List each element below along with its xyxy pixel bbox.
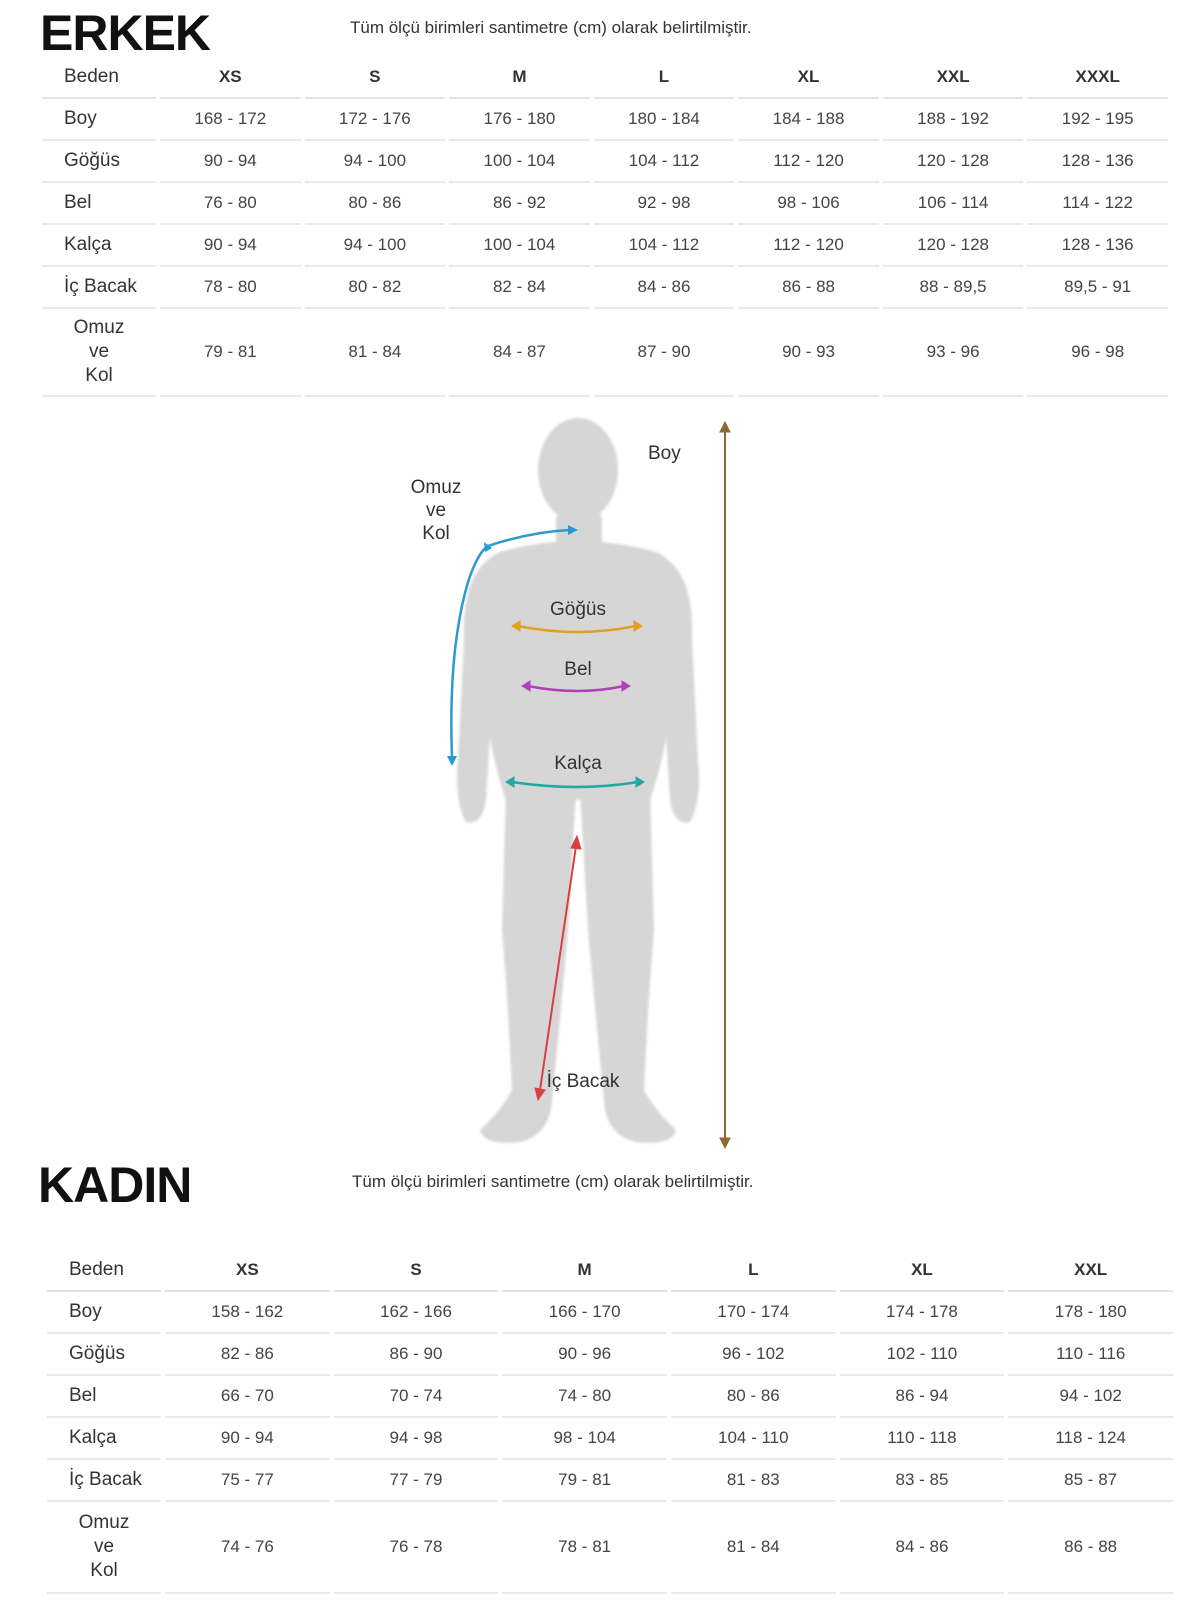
table-cell: 77 - 79: [334, 1460, 499, 1502]
table-cell: 184 - 188: [738, 99, 879, 141]
table-row: [47, 1334, 1173, 1376]
table-cell: 78 - 81: [502, 1502, 667, 1594]
table-cell: 96 - 98: [1027, 309, 1168, 397]
table-cell: 120 - 128: [883, 225, 1024, 267]
table-cell: 80 - 86: [671, 1376, 836, 1418]
table-cell: 76 - 78: [334, 1502, 499, 1594]
men-units-note: Tüm ölçü birimleri santimetre (cm) olarak belirtilmiştir.: [350, 18, 752, 37]
table-cell: 98 - 104: [502, 1418, 667, 1460]
table-cell: 82 - 84: [449, 267, 590, 309]
table-cell: 86 - 90: [334, 1334, 499, 1376]
table-row: [47, 1502, 1173, 1594]
table-cell: 110 - 118: [840, 1418, 1005, 1460]
table-cell: 86 - 92: [449, 183, 590, 225]
table-cell: 192 - 195: [1027, 99, 1168, 141]
table-cell: 75 - 77: [165, 1460, 330, 1502]
table-cell: 89,5 - 91: [1027, 267, 1168, 309]
row-label: Bel: [42, 183, 156, 225]
size-header: XL: [840, 1250, 1005, 1292]
table-cell: 104 - 110: [671, 1418, 836, 1460]
table-cell: 110 - 116: [1008, 1334, 1173, 1376]
row-label-line: ve: [88, 341, 110, 362]
table-cell: 114 - 122: [1027, 183, 1168, 225]
row-label-line: ve: [93, 1536, 115, 1557]
table-cell: 166 - 170: [502, 1292, 667, 1334]
table-cell: 118 - 124: [1008, 1418, 1173, 1460]
figure-label-boy: Boy: [648, 443, 681, 464]
figure-label-line: Kol: [422, 523, 450, 544]
corner-header: Beden: [42, 57, 156, 99]
table-cell: 81 - 84: [671, 1502, 836, 1594]
size-header: L: [594, 57, 735, 99]
table-cell: 86 - 94: [840, 1376, 1005, 1418]
size-header: XS: [165, 1250, 330, 1292]
table-cell: 76 - 80: [160, 183, 301, 225]
row-label-line: Kol: [85, 365, 113, 386]
table-cell: 93 - 96: [883, 309, 1024, 397]
table-cell: 80 - 82: [305, 267, 446, 309]
table-cell: 80 - 86: [305, 183, 446, 225]
row-label: Kalça: [42, 225, 156, 267]
row-label-line: Omuz: [73, 317, 125, 338]
table-cell: 128 - 136: [1027, 141, 1168, 183]
table-cell: 88 - 89,5: [883, 267, 1024, 309]
size-header: M: [502, 1250, 667, 1292]
table-cell: 70 - 74: [334, 1376, 499, 1418]
size-header: XXXL: [1027, 57, 1168, 99]
women-section-title: KADIN: [38, 1157, 192, 1213]
table-cell: 78 - 80: [160, 267, 301, 309]
table-row: [47, 1376, 1173, 1418]
size-header: XXL: [883, 57, 1024, 99]
table-cell: 104 - 112: [594, 141, 735, 183]
size-header: XS: [160, 57, 301, 99]
row-label: Göğüs: [47, 1334, 161, 1376]
table-cell: 85 - 87: [1008, 1460, 1173, 1502]
table-cell: 66 - 70: [165, 1376, 330, 1418]
row-label: İç Bacak: [47, 1460, 161, 1502]
table-cell: 90 - 94: [160, 141, 301, 183]
row-label-line: Kol: [90, 1560, 118, 1581]
figure-label-line: Omuz: [410, 477, 462, 498]
table-cell: 94 - 100: [305, 225, 446, 267]
table-cell: 174 - 178: [840, 1292, 1005, 1334]
table-cell: 128 - 136: [1027, 225, 1168, 267]
table-row: [47, 1292, 1173, 1334]
table-cell: 120 - 128: [883, 141, 1024, 183]
size-header: M: [449, 57, 590, 99]
table-cell: 81 - 83: [671, 1460, 836, 1502]
table-cell: 81 - 84: [305, 309, 446, 397]
table-cell: 92 - 98: [594, 183, 735, 225]
table-cell: 176 - 180: [449, 99, 590, 141]
table-cell: 104 - 112: [594, 225, 735, 267]
table-cell: 83 - 85: [840, 1460, 1005, 1502]
row-label: [47, 1502, 161, 1594]
table-row: [47, 1418, 1173, 1460]
figure-label-gogus: Göğüs: [550, 599, 606, 620]
figure-label-omuz-ve-kol: [400, 476, 472, 545]
table-cell: 74 - 76: [165, 1502, 330, 1594]
table-cell: 79 - 81: [160, 309, 301, 397]
table-row: [47, 1460, 1173, 1502]
row-label: Boy: [47, 1292, 161, 1334]
table-cell: 84 - 86: [594, 267, 735, 309]
size-header: S: [305, 57, 446, 99]
table-cell: 106 - 114: [883, 183, 1024, 225]
row-label: Bel: [47, 1376, 161, 1418]
table-cell: 188 - 192: [883, 99, 1024, 141]
table-cell: 74 - 80: [502, 1376, 667, 1418]
table-cell: 86 - 88: [1008, 1502, 1173, 1594]
row-label: İç Bacak: [42, 267, 156, 309]
table-cell: 98 - 106: [738, 183, 879, 225]
table-cell: 86 - 88: [738, 267, 879, 309]
row-label: Boy: [42, 99, 156, 141]
size-header: XL: [738, 57, 879, 99]
table-cell: 162 - 166: [334, 1292, 499, 1334]
table-cell: 100 - 104: [449, 141, 590, 183]
table-cell: 79 - 81: [502, 1460, 667, 1502]
table-cell: 170 - 174: [671, 1292, 836, 1334]
figure-label-kalca: Kalça: [554, 753, 602, 774]
table-cell: 158 - 162: [165, 1292, 330, 1334]
table-cell: 102 - 110: [840, 1334, 1005, 1376]
figure-label-line: ve: [425, 500, 447, 521]
men-section-title: ERKEK: [40, 5, 211, 61]
row-label: Göğüs: [42, 141, 156, 183]
table-cell: 90 - 94: [165, 1418, 330, 1460]
table-cell: 94 - 102: [1008, 1376, 1173, 1418]
corner-header: Beden: [47, 1250, 161, 1292]
women-size-table: [43, 1250, 1177, 1594]
table-header-row: [47, 1250, 1173, 1292]
table-cell: 100 - 104: [449, 225, 590, 267]
size-header: XXL: [1008, 1250, 1173, 1292]
table-cell: 84 - 86: [840, 1502, 1005, 1594]
table-cell: 112 - 120: [738, 225, 879, 267]
table-cell: 172 - 176: [305, 99, 446, 141]
figure-label-ic-bacak: İç Bacak: [546, 1071, 620, 1092]
table-cell: 94 - 100: [305, 141, 446, 183]
table-cell: 82 - 86: [165, 1334, 330, 1376]
table-cell: 178 - 180: [1008, 1292, 1173, 1334]
table-cell: 112 - 120: [738, 141, 879, 183]
figure-label-bel: Bel: [564, 659, 592, 680]
row-label-line: Omuz: [78, 1512, 130, 1533]
table-cell: 90 - 96: [502, 1334, 667, 1376]
table-cell: 90 - 94: [160, 225, 301, 267]
size-header: S: [334, 1250, 499, 1292]
row-label: Kalça: [47, 1418, 161, 1460]
table-cell: 168 - 172: [160, 99, 301, 141]
table-cell: 180 - 184: [594, 99, 735, 141]
size-header: L: [671, 1250, 836, 1292]
women-units-note: Tüm ölçü birimleri santimetre (cm) olarak belirtilmiştir.: [352, 1172, 754, 1191]
table-cell: 84 - 87: [449, 309, 590, 397]
table-cell: 87 - 90: [594, 309, 735, 397]
table-cell: 94 - 98: [334, 1418, 499, 1460]
body-silhouette: [457, 418, 699, 1143]
table-cell: 96 - 102: [671, 1334, 836, 1376]
table-cell: 90 - 93: [738, 309, 879, 397]
height-arrow: [720, 422, 730, 1148]
